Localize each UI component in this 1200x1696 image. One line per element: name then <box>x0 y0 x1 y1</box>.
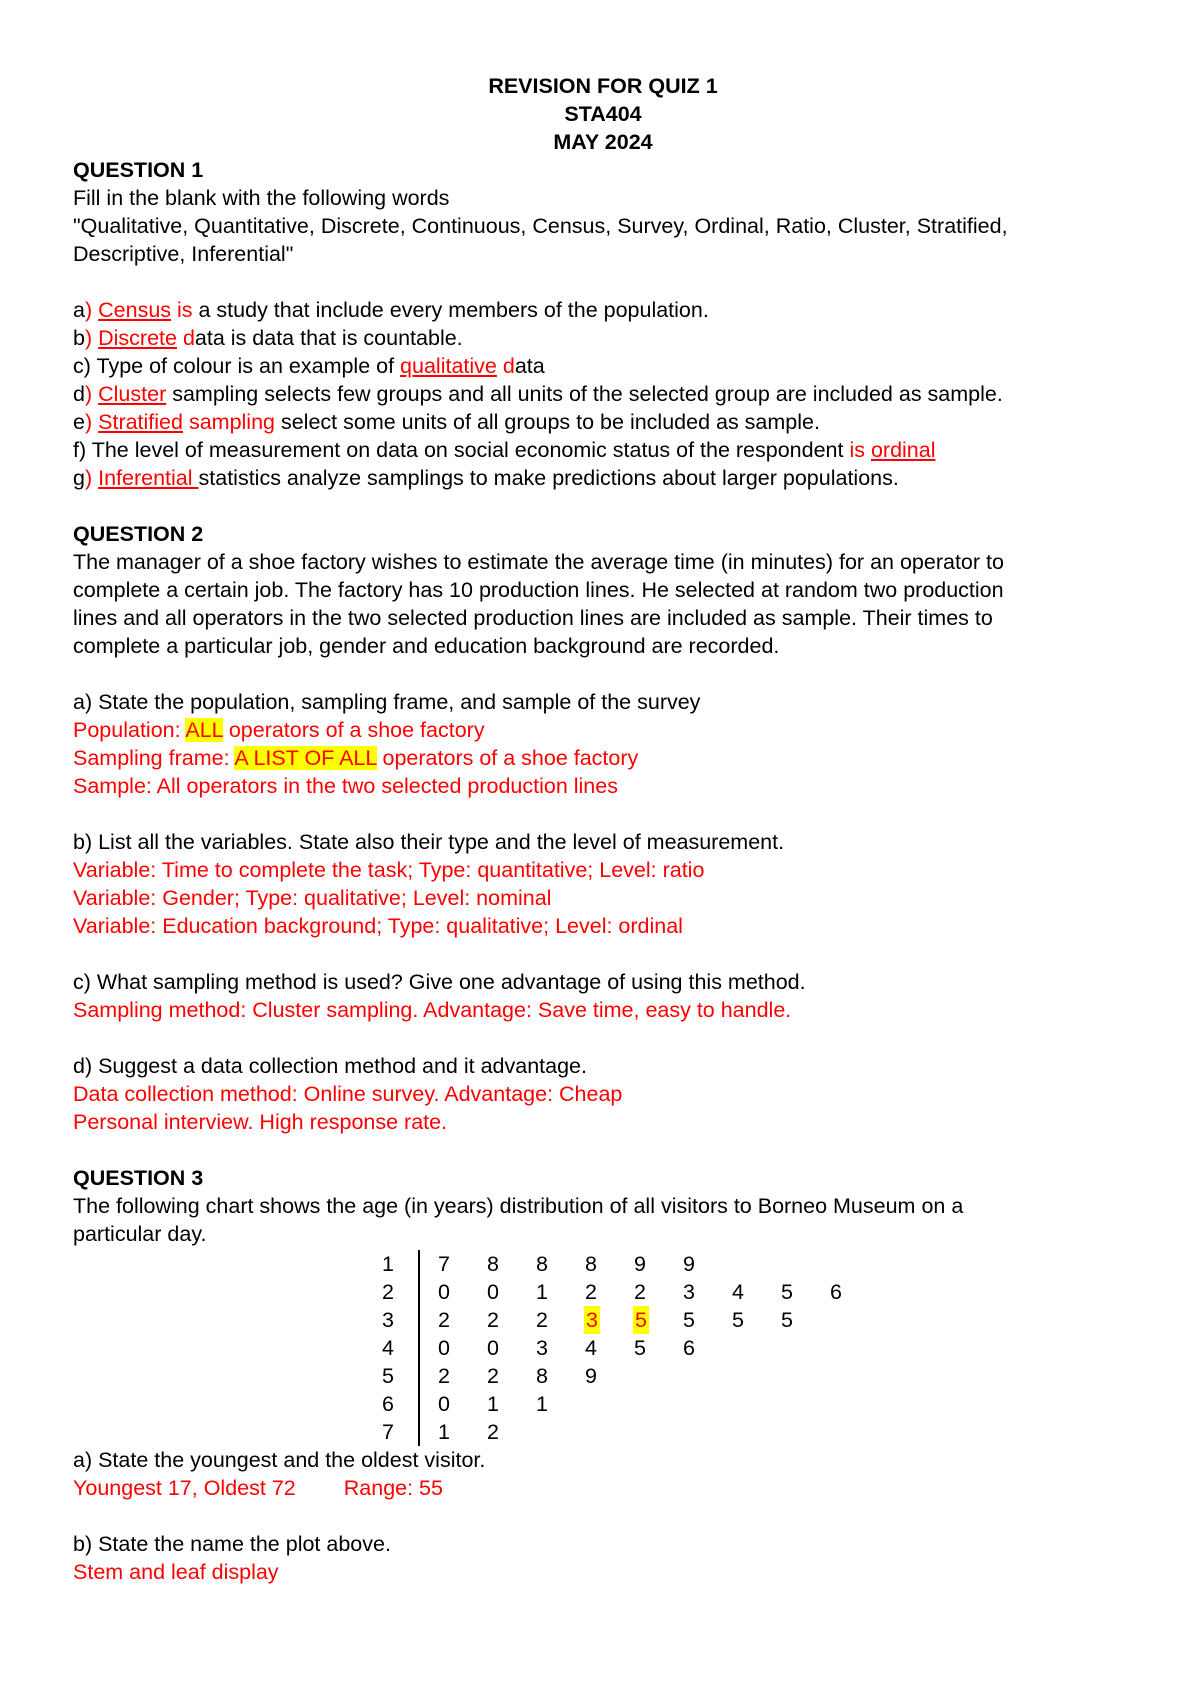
population-highlight: ALL <box>185 718 223 742</box>
q1-c-answer-extra: d <box>496 354 515 378</box>
q1-d-text: sampling selects few groups and all units of the selected group are included as sample. <box>166 382 1003 406</box>
stem-value: 3 <box>382 1308 394 1332</box>
q2-c-answer: Sampling method: Cluster sampling. Advantage: Save time, easy to handle. <box>73 998 792 1022</box>
leaf-value: 5 <box>635 1308 647 1332</box>
leaf-value: 9 <box>585 1364 597 1388</box>
q1-a-text: a study that include every members of the population. <box>192 298 709 322</box>
stem-value: 1 <box>382 1252 394 1276</box>
leaf-value: 6 <box>683 1336 695 1360</box>
q1-item-g <box>73 464 899 492</box>
q2-b-answer: Variable: Time to complete the task; Type: quantitative; Level: ratio <box>73 858 705 882</box>
q2-b-answer: Variable: Gender; Type: qualitative; Level: nominal <box>73 886 552 910</box>
q2-a-sample: Sample: All operators in the two selected production lines <box>73 774 618 798</box>
q2-para-line: lines and all operators in the two selected production lines are included as sample. Their times to <box>73 606 993 630</box>
q1-c-text: c) Type of colour is an example of <box>73 354 401 378</box>
q1-a-paren: ) <box>84 298 93 322</box>
q1-item-d <box>73 380 1003 408</box>
leaf-value: 3 <box>536 1336 548 1360</box>
stem-leaf-divider <box>418 1250 420 1446</box>
q1-b-label: b <box>73 326 85 350</box>
stem-value: 4 <box>382 1336 394 1360</box>
leaf-value: 5 <box>634 1336 646 1360</box>
leaf-value: 8 <box>536 1252 548 1276</box>
leaf-value: 2 <box>634 1280 646 1304</box>
q1-d-paren: ) <box>84 382 93 406</box>
leaf-value: 9 <box>683 1252 695 1276</box>
leaf-value: 8 <box>536 1364 548 1388</box>
q2-a-question: a) State the population, sampling frame, and sample of the survey <box>73 690 701 714</box>
stem-value: 5 <box>382 1364 394 1388</box>
population-text: operators of a shoe factory <box>222 718 485 742</box>
leaf-value: 0 <box>438 1392 450 1416</box>
sampling-frame-highlight: A LIST OF ALL <box>234 746 377 770</box>
q1-g-text: statistics analyze samplings to make predictions about larger populations. <box>198 466 899 490</box>
q1-a-answer-extra: is <box>171 298 193 322</box>
q1-e-label: e <box>73 410 85 434</box>
q3-heading: QUESTION 3 <box>73 1166 204 1190</box>
q2-c-question: c) What sampling method is used? Give one advantage of using this method. <box>73 970 806 994</box>
leaf-value: 2 <box>536 1308 548 1332</box>
leaf-value: 2 <box>487 1420 499 1444</box>
leaf-value: 3 <box>683 1280 695 1304</box>
q2-a-sampling-frame <box>73 744 638 772</box>
stem-value: 7 <box>382 1420 394 1444</box>
leaf-value: 8 <box>487 1252 499 1276</box>
q1-c-text-end: ata <box>514 354 545 378</box>
doc-course: STA404 <box>564 102 642 126</box>
doc-date: MAY 2024 <box>553 130 653 154</box>
q3-b-answer: Stem and leaf display <box>73 1560 279 1584</box>
q1-a-answer: Census <box>98 298 172 322</box>
q2-d-question: d) Suggest a data collection method and it advantage. <box>73 1054 587 1078</box>
doc-title: REVISION FOR QUIZ 1 <box>488 74 718 98</box>
q1-item-f <box>73 436 936 464</box>
q2-para-line: complete a particular job, gender and education background are recorded. <box>73 634 780 658</box>
q1-c-answer: qualitative <box>400 354 497 378</box>
leaf-value: 0 <box>438 1280 450 1304</box>
q1-d-label: d <box>73 382 85 406</box>
q1-item-c <box>73 352 545 380</box>
q3-b-question: b) State the name the plot above. <box>73 1532 391 1556</box>
q1-b-paren: ) <box>84 326 93 350</box>
q2-d-answer: Personal interview. High response rate. <box>73 1110 448 1134</box>
q2-heading: QUESTION 2 <box>73 522 204 546</box>
stem-value: 2 <box>382 1280 394 1304</box>
leaf-value: 4 <box>585 1336 597 1360</box>
leaf-value: 1 <box>536 1280 548 1304</box>
q3-a-answer <box>73 1474 443 1502</box>
sampling-frame-label: Sampling frame: <box>73 746 235 770</box>
leaf-value: 5 <box>781 1280 793 1304</box>
q1-d-answer: Cluster <box>98 382 167 406</box>
q2-para-line: complete a certain job. The factory has 10 production lines. He selected at random two production <box>73 578 1004 602</box>
q3-para-line: The following chart shows the age (in years) distribution of all visitors to Borneo Museum on a <box>73 1194 964 1218</box>
leaf-value: 9 <box>634 1252 646 1276</box>
leaf-value: 1 <box>487 1392 499 1416</box>
leaf-value: 2 <box>438 1364 450 1388</box>
q2-para-line: The manager of a shoe factory wishes to estimate the average time (in minutes) for an operator to <box>73 550 1004 574</box>
q2-a-population <box>73 716 485 744</box>
q1-b-answer-extra: d <box>176 326 195 350</box>
leaf-value: 5 <box>732 1308 744 1332</box>
leaf-value: 1 <box>438 1420 450 1444</box>
q2-b-answer: Variable: Education background; Type: qualitative; Level: ordinal <box>73 914 683 938</box>
leaf-value: 5 <box>683 1308 695 1332</box>
q1-g-label: g <box>73 466 85 490</box>
leaf-value: 7 <box>438 1252 450 1276</box>
q2-d-answer: Data collection method: Online survey. Advantage: Cheap <box>73 1082 623 1106</box>
leaf-value: 2 <box>438 1308 450 1332</box>
q1-b-answer: Discrete <box>98 326 177 350</box>
leaf-value: 2 <box>585 1280 597 1304</box>
leaf-value: 8 <box>585 1252 597 1276</box>
leaf-value: 1 <box>536 1392 548 1416</box>
population-label: Population: <box>73 718 186 742</box>
q1-item-a <box>73 296 709 324</box>
q1-g-paren: ) <box>84 466 99 490</box>
stem-value: 6 <box>382 1392 394 1416</box>
q3-para-line: particular day. <box>73 1222 207 1246</box>
q1-a-label: a <box>73 298 85 322</box>
leaf-value: 4 <box>732 1280 744 1304</box>
leaf-value: 3 <box>586 1308 598 1332</box>
q2-b-question: b) List all the variables. State also their type and the level of measurement. <box>73 830 785 854</box>
leaf-value: 0 <box>487 1336 499 1360</box>
leaf-value: 0 <box>438 1336 450 1360</box>
leaf-value: 0 <box>487 1280 499 1304</box>
leaf-value: 2 <box>487 1308 499 1332</box>
q1-item-e <box>73 408 820 436</box>
q1-e-answer-extra: sampling <box>182 410 275 434</box>
q1-words-line2: Descriptive, Inferential" <box>73 242 294 266</box>
q1-f-answer: ordinal <box>870 438 936 462</box>
q1-f-text: f) The level of measurement on data on social economic status of the respondent <box>73 438 844 462</box>
q1-e-answer: Stratified <box>98 410 183 434</box>
leaf-value: 6 <box>830 1280 842 1304</box>
range-answer: Range: 55 <box>343 1476 443 1500</box>
q1-g-answer: Inferential <box>98 466 199 490</box>
sampling-frame-text: operators of a shoe factory <box>376 746 639 770</box>
leaf-value: 5 <box>781 1308 793 1332</box>
youngest-oldest-answer: Youngest 17, Oldest 72 <box>73 1476 296 1500</box>
q1-e-text: select some units of all groups to be included as sample. <box>275 410 820 434</box>
q1-heading: QUESTION 1 <box>73 158 204 182</box>
q1-b-text: ata is data that is countable. <box>194 326 463 350</box>
q3-a-question: a) State the youngest and the oldest visitor. <box>73 1448 486 1472</box>
q1-e-paren: ) <box>84 410 93 434</box>
leaf-value: 2 <box>487 1364 499 1388</box>
q1-instruction: Fill in the blank with the following words <box>73 186 450 210</box>
q1-words-line1: "Qualitative, Quantitative, Discrete, Continuous, Census, Survey, Ordinal, Ratio, Cluster, Stratified, <box>73 214 1008 238</box>
q1-f-answer-extra: is <box>843 438 871 462</box>
q1-item-b <box>73 324 463 352</box>
